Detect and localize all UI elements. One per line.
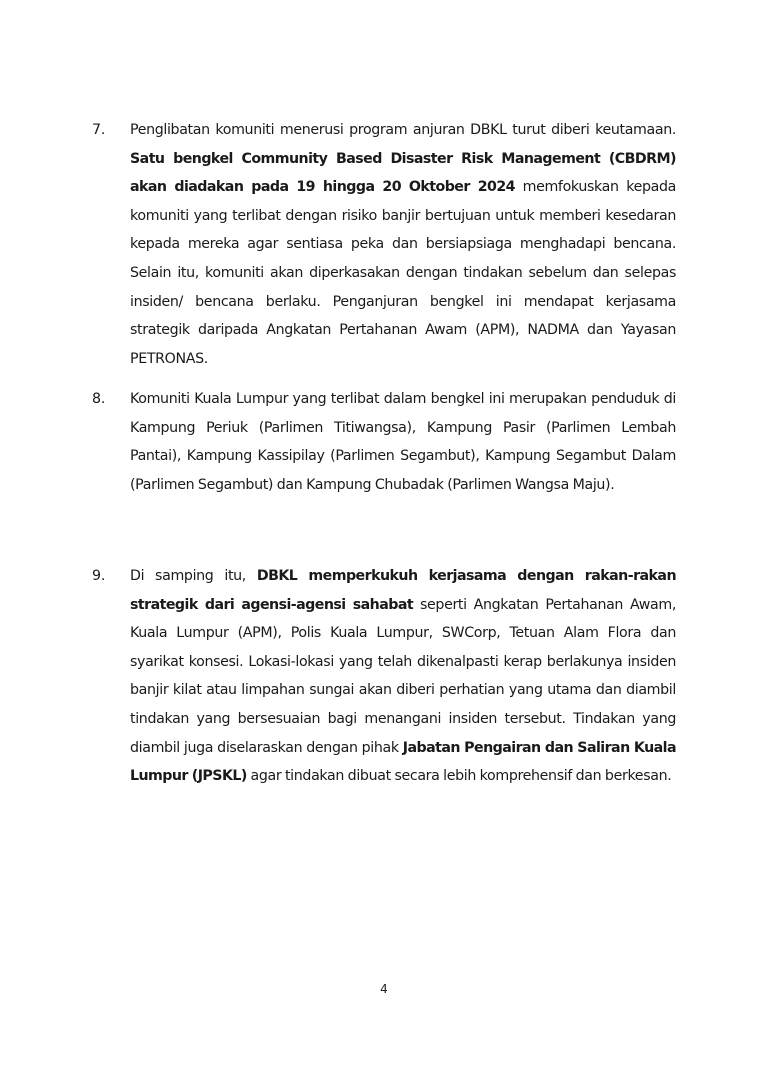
paragraph-text [130,385,676,499]
paragraph-segment: Penglibatan komuniti menerusi program anjuran DBKL turut diberi keutamaan. [130,122,676,138]
paragraph-number: 9. [92,568,106,584]
paragraph-segment: memfokuskan kepada komuniti yang terlibat dengan risiko banjir bertujuan untuk memberi kesedaran kepada mereka agar sentiasa peka dan bersiapsiaga menghadapi bencana. Selain itu, komuniti akan diperkasakan dengan tindakan sebelum dan selepas insiden/ bencana berlaku. Penganjuran bengkel ini mendapat kerjasama strategik daripada Angkatan Pertahanan Awam (APM), NADMA dan Yayasan PETRONAS. [130,179,676,367]
paragraph-7 [92,116,678,373]
paragraph-segment: seperti Angkatan Pertahanan Awam, Kuala Lumpur (APM), Polis Kuala Lumpur, SWCorp, Tetuan Alam Flora dan syarikat konsesi. Lokasi-lokasi yang telah dikenalpasti kerap berlakunya insiden banjir kilat atau limpahan sungai akan diberi perhatian yang utama dan diambil tindakan yang bersesuaian bagi menangani insiden tersebut. Tindakan yang diambil juga diselaraskan dengan pihak [130,596,676,756]
paragraph-number: 8. [92,391,106,407]
paragraph-segment-bold: Satu bengkel Community Based Disaster Risk Management (CBDRM) akan diadakan pada 19 hingga 20 Oktober 2024 [130,150,676,196]
paragraph-segment: agar tindakan dibuat secara lebih komprehensif dan berkesan. [246,768,672,785]
paragraph-text [130,116,676,373]
paragraph-segment-bold: DBKL memperkukuh kerjasama dengan rakan-rakan strategik dari agensi-agensi sahabat [130,568,676,613]
paragraph-segment: Di samping itu, [130,568,257,584]
paragraph-text [130,562,676,791]
paragraph-segment: Komuniti Kuala Lumpur yang terlibat dalam bengkel ini merupakan penduduk di Kampung Periuk (Parlimen Titiwangsa), Kampung Pasir (Parlimen Lembah Pantai), Kampung Kassipilay (Parlimen Segambut), Kampung Segambut Dalam (Parlimen Segambut) dan Kampung Chubadak (Parlimen Wangsa Maju). [130,391,676,493]
paragraph-8 [92,385,678,499]
paragraph-segment-bold: Jabatan Pengairan dan Saliran Kuala Lumpur (JPSKL) [130,739,676,785]
paragraph-9 [92,562,678,791]
paragraph-number: 7. [92,122,106,138]
page-number: 4 [380,982,388,996]
